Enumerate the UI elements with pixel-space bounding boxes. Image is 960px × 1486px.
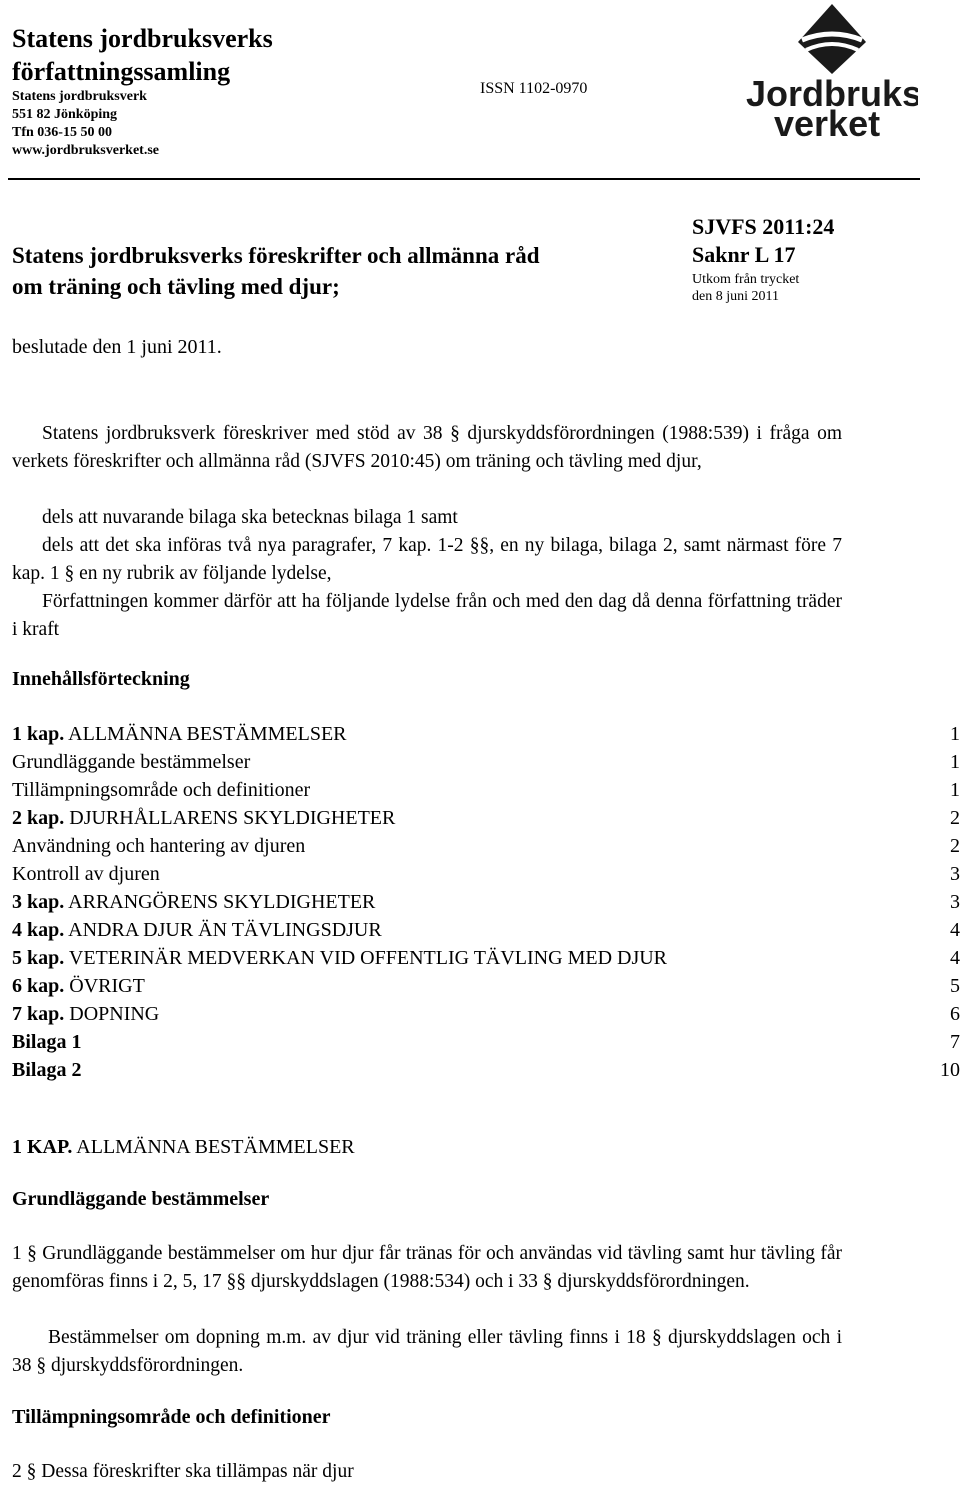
toc-entry xyxy=(12,748,250,776)
series-title-line1: Statens jordbruksverks xyxy=(12,24,273,53)
toc-row[interactable] xyxy=(12,720,960,748)
regulation-title-line2: om träning och tävling med djur; xyxy=(12,274,340,299)
agency-website[interactable]: www.jordbruksverket.se xyxy=(12,143,159,158)
toc-label: Bilaga 1 xyxy=(12,1031,82,1053)
toc-row[interactable] xyxy=(12,804,960,832)
header-divider xyxy=(8,178,920,180)
toc-row[interactable] xyxy=(12,1028,960,1056)
toc-row[interactable] xyxy=(12,888,960,916)
toc-row[interactable] xyxy=(12,972,960,1000)
toc-chapter-prefix: 7 kap. xyxy=(12,1003,65,1025)
toc-page-number: 4 xyxy=(950,919,960,941)
chapter-1-title: ALLMÄNNA BESTÄMMELSER xyxy=(76,1136,355,1158)
toc-row[interactable] xyxy=(12,916,960,944)
toc-label: ANDRA DJUR ÄN TÄVLINGSDJUR xyxy=(68,919,382,941)
section-1-paragraph-1: 1 § Grundläggande bestämmelser om hur djur får tränas för och användas vid tävling samt hur tävling får genomföras finns i 2, 5, 17 §§ djurskyddslagen (1988:534) och i 33 § djurskyddsförordningen. xyxy=(12,1243,842,1292)
chapter-1-heading xyxy=(12,1136,355,1159)
agency-address: 551 82 Jönköping xyxy=(12,107,118,122)
toc-entry xyxy=(12,720,347,748)
toc-label: DOPNING xyxy=(69,1003,160,1025)
section-2-paragraph-1: 2 § Dessa föreskrifter ska tillämpas när djur xyxy=(12,1461,354,1482)
toc-entry xyxy=(12,944,667,972)
toc-page-number: 10 xyxy=(940,1059,960,1081)
toc-entry xyxy=(12,1000,159,1028)
toc-chapter-prefix: 2 kap. xyxy=(12,807,65,829)
toc-label: ALLMÄNNA BESTÄMMELSER xyxy=(68,723,347,745)
jordbruksverket-logo xyxy=(742,2,918,142)
toc-chapter-prefix: 4 kap. xyxy=(12,919,65,941)
toc-label: ÖVRIGT xyxy=(69,975,145,997)
toc-page-number: 5 xyxy=(950,975,960,997)
toc-page-number: 4 xyxy=(950,947,960,969)
toc-label: Tillämpningsområde och definitioner xyxy=(12,779,311,801)
subject-number: Saknr L 17 xyxy=(692,242,796,267)
toc-entry xyxy=(12,1056,81,1084)
section-1-paragraph-2: Bestämmelser om dopning m.m. av djur vid träning eller tävling finns i 18 § djurskyddslagen och i 38 § djurskyddsförordningen. xyxy=(12,1327,842,1376)
toc-chapter-prefix: 3 kap. xyxy=(12,891,65,913)
toc-entry xyxy=(12,832,305,860)
toc-chapter-prefix: 6 kap. xyxy=(12,975,65,997)
toc-entry xyxy=(12,860,160,888)
toc-page-number: 1 xyxy=(950,779,960,801)
svg-text:verket: verket xyxy=(774,103,881,142)
toc-chapter-prefix: 1 kap. xyxy=(12,723,65,745)
issn: ISSN 1102-0970 xyxy=(480,80,588,97)
toc-page-number: 2 xyxy=(950,807,960,829)
toc-entry xyxy=(12,776,310,804)
toc-label: ARRANGÖRENS SKYLDIGHETER xyxy=(68,891,376,913)
toc-page-number: 2 xyxy=(950,835,960,857)
section-heading-basic: Grundläggande bestämmelser xyxy=(12,1188,270,1210)
toc-entry xyxy=(12,916,382,944)
preamble-paragraph-2: dels att nuvarande bilaga ska betecknas bilaga 1 samt xyxy=(42,507,458,528)
toc-page-number: 1 xyxy=(950,723,960,745)
toc-entry xyxy=(12,888,375,916)
toc-entry xyxy=(12,1028,81,1056)
preamble-paragraph-4: Författningen kommer därför att ha följande lydelse från och med den dag då denna författning träder i kraft xyxy=(12,591,842,640)
toc-entry xyxy=(12,972,145,1000)
preamble-paragraph-3: dels att det ska införas två nya paragrafer, 7 kap. 1-2 §§, en ny bilaga, bilaga 2, samt närmast före 7 kap. 1 § en ny rubrik av följande lydelse, xyxy=(12,535,842,584)
regulation-title-line1: Statens jordbruksverks föreskrifter och allmänna råd xyxy=(12,243,540,268)
toc-row[interactable] xyxy=(12,860,960,888)
series-title-line2: författningssamling xyxy=(12,57,231,86)
toc-label: DJURHÅLLARENS SKYLDIGHETER xyxy=(69,807,396,829)
toc-page-number: 1 xyxy=(950,751,960,773)
toc-row[interactable] xyxy=(12,776,960,804)
series-title xyxy=(12,22,273,88)
svg-text:Jordbruks: Jordbruks xyxy=(746,73,918,114)
chapter-1-prefix: 1 KAP. xyxy=(12,1136,73,1158)
toc-chapter-prefix: 5 kap. xyxy=(12,947,65,969)
toc-row[interactable] xyxy=(12,832,960,860)
toc-row[interactable] xyxy=(12,944,960,972)
preamble-paragraph-1: Statens jordbruksverk föreskriver med stöd av 38 § djurskyddsförordningen (1988:539) i fråga om verkets föreskrifter och allmänna råd (SJVFS 2010:45) om träning och tävling med djur, xyxy=(12,423,842,472)
regulation-title xyxy=(12,240,540,302)
toc-page-number: 7 xyxy=(950,1031,960,1053)
decision-date: beslutade den 1 juni 2011. xyxy=(12,336,222,358)
agency-name: Statens jordbruksverk xyxy=(12,89,147,104)
toc-label: Grundläggande bestämmelser xyxy=(12,751,251,773)
toc-entry xyxy=(12,804,395,832)
toc-label: Användning och hantering av djuren xyxy=(12,835,306,857)
section-heading-scope: Tillämpningsområde och definitioner xyxy=(12,1406,331,1428)
publication-date xyxy=(692,271,799,305)
toc-label: Bilaga 2 xyxy=(12,1059,82,1081)
toc-row[interactable] xyxy=(12,748,960,776)
toc-label: Kontroll av djuren xyxy=(12,863,160,885)
toc-page-number: 3 xyxy=(950,863,960,885)
toc-page-number: 3 xyxy=(950,891,960,913)
toc-heading: Innehållsförteckning xyxy=(12,668,190,690)
toc-row[interactable] xyxy=(12,1000,960,1028)
toc-label: VETERINÄR MEDVERKAN VID OFFENTLIG TÄVLING MED DJUR xyxy=(68,947,668,969)
toc-page-number: 6 xyxy=(950,1003,960,1025)
regulation-number: SJVFS 2011:24 xyxy=(692,214,835,239)
toc-row[interactable] xyxy=(12,1056,960,1084)
published-line2: den 8 juni 2011 xyxy=(692,289,779,304)
logo-mark-icon xyxy=(742,2,918,142)
published-line1: Utkom från trycket xyxy=(692,272,800,287)
agency-phone: Tfn 036-15 50 00 xyxy=(12,125,112,140)
